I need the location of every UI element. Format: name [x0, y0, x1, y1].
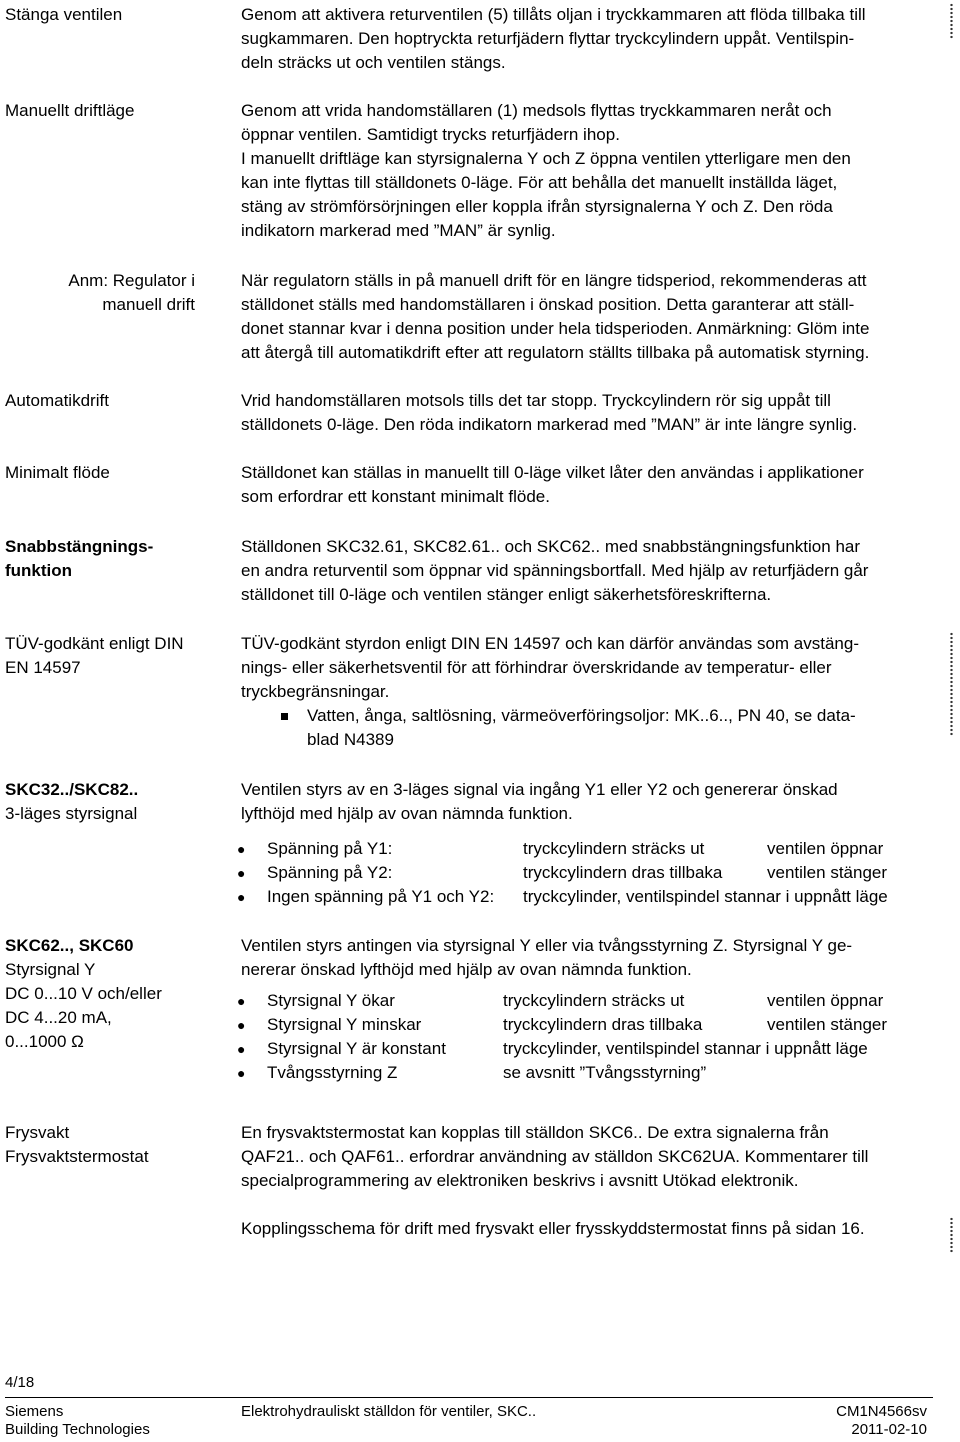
list-col-3: ventilen öppnar: [767, 991, 884, 1010]
text-line: Vrid handomställaren motsols tills det tar stopp. Tryckcylindern rör sig uppåt till: [241, 391, 831, 410]
square-bullet-icon: [281, 713, 288, 720]
side-line: 0...1000 Ω: [5, 1032, 84, 1051]
list-col-1: Spänning på Y1:: [267, 839, 393, 858]
list-col-2: tryckcylinder, ventilspindel stannar i uppnått läge: [523, 887, 888, 906]
text-line: Ställdonet kan ställas in manuellt till 0-läge vilket låter den användas i applikationer: [241, 463, 864, 482]
side-line: Frysvakt: [5, 1123, 70, 1142]
list-col-1: Styrsignal Y minskar: [267, 1015, 422, 1034]
list-col-2: tryckcylinder, ventilspindel stannar i uppnått läge: [503, 1039, 868, 1058]
list-col-2: se avsnitt ”Tvångsstyrning”: [503, 1063, 707, 1082]
side-line: DC 4...20 mA,: [5, 1008, 112, 1027]
bullet-icon: ●: [237, 1065, 246, 1081]
text-stanga-ventilen: [241, 3, 931, 75]
bullet-icon: ●: [237, 889, 246, 905]
bullet-icon: ●: [237, 865, 246, 881]
footer-doc-title: Elektrohydrauliskt ställdon för ventiler, SKC..: [241, 1403, 537, 1420]
bullet-icon: ●: [237, 1017, 246, 1033]
side-line: EN 14597: [5, 658, 81, 677]
text-line: lyfthöjd med hjälp av ovan nämnda funktion.: [241, 804, 573, 823]
text-line: En frysvaktstermostat kan kopplas till ställdon SKC6.. De extra signalerna från: [241, 1123, 829, 1142]
text-line: kan inte flyttas till ställdonets 0-läge. För att behålla det manuellt inställda läget,: [241, 173, 838, 192]
text-skc62: [241, 934, 931, 982]
footer-doc-id: CM1N4566sv: [836, 1403, 927, 1420]
revision-marker: [950, 1217, 953, 1253]
list-col-1: Spänning på Y2:: [267, 863, 393, 882]
text-line: som erfordrar ett konstant minimalt flöde.: [241, 487, 550, 506]
text-line: nings- eller säkerhetsventil för att förhindrar överskridande av temperatur- eller: [241, 658, 832, 677]
text-line: öppnar ventilen. Samtidigt trycks returfjädern ihop.: [241, 125, 620, 144]
text-frysvakt-schema: [241, 1217, 931, 1241]
label-snabbstangning: [5, 535, 195, 583]
text-snabbstangning: [241, 535, 931, 607]
list-col-1: Styrsignal Y är konstant: [267, 1039, 446, 1058]
side-line: manuell drift: [102, 295, 195, 314]
text-line: donet stannar kvar i denna position under hela tidsperioden. Anmärkning: Glöm inte: [241, 319, 870, 338]
list-col-2: tryckcylindern dras tillbaka: [523, 863, 723, 882]
bullet-icon: ●: [237, 841, 246, 857]
text-automatikdrift: [241, 389, 931, 437]
bullet-icon: ●: [237, 1041, 246, 1057]
page-number: 4/18: [5, 1374, 35, 1391]
label-skc62: [5, 934, 195, 1054]
text-line: Genom att vrida handomställaren (1) medsols flyttas tryckkammaren neråt och: [241, 101, 832, 120]
side-line: SKC62.., SKC60: [5, 936, 134, 955]
side-line: TÜV-godkänt enligt DIN: [5, 634, 184, 653]
text-line: Genom att aktivera returventilen (5) tillåts oljan i tryckkammaren att flöda tillbaka till: [241, 5, 866, 24]
side-line: Styrsignal Y: [5, 960, 96, 979]
text-line: specialprogrammering av elektroniken beskrivs i avsnitt Utökad elektronik.: [241, 1171, 799, 1190]
label-minimalt-flode: Minimalt flöde: [5, 463, 110, 482]
text-line: ställdonets 0-läge. Den röda indikatorn markerad med ”MAN” är inte längre synlig.: [241, 415, 858, 434]
text-anm-regulator: [241, 269, 931, 365]
text-manuellt-driftlage: [241, 99, 931, 243]
text-line: Ventilen styrs antingen via styrsignal Y eller via tvångsstyrning Z. Styrsignal Y ge-: [241, 936, 853, 955]
footer-division: Building Technologies: [5, 1421, 150, 1438]
tuv-bullet-item: [241, 704, 931, 752]
side-line: SKC32../SKC82..: [5, 780, 139, 799]
bullet-icon: ●: [237, 993, 246, 1009]
list-col-2: tryckcylindern sträcks ut: [503, 991, 685, 1010]
text-skc32: [241, 778, 931, 826]
list-col-2: tryckcylindern sträcks ut: [523, 839, 705, 858]
text-line: QAF21.. och QAF61.. erfordrar användning av ställdon SKC62UA. Kommentarer till: [241, 1147, 869, 1166]
label-tuv: [5, 632, 195, 680]
list-col-3: ventilen stänger: [767, 863, 888, 882]
text-line: tryckbegränsningar.: [241, 682, 390, 701]
label-stanga-ventilen: Stänga ventilen: [5, 5, 123, 24]
text-line: en andra returventil som öppnar vid spänningsbortfall. Med hjälp av returfjädern går: [241, 561, 869, 580]
text-line: sugkammaren. Den hoptryckta returfjädern flyttar tryckcylindern uppåt. Ventilspin-: [241, 29, 855, 48]
label-automatikdrift: Automatikdrift: [5, 391, 109, 410]
list-col-1: Styrsignal Y ökar: [267, 991, 395, 1010]
text-line: blad N4389: [307, 730, 394, 749]
text-line: Kopplingsschema för drift med frysvakt eller frysskyddstermostat finns på sidan 16.: [241, 1219, 865, 1238]
revision-marker: [950, 632, 953, 736]
text-line: ställdonet ställs med handomställaren i önskad position. Detta garanterar att ställ-: [241, 295, 855, 314]
text-line: nererar önskad lyfthöjd med hjälp av ovan nämnda funktion.: [241, 960, 692, 979]
text-line: Ställdonen SKC32.61, SKC82.61.. och SKC62.. med snabbstängningsfunktion har: [241, 537, 861, 556]
side-line: 3-läges styrsignal: [5, 804, 138, 823]
text-frysvakt: [241, 1121, 931, 1193]
text-line: Vatten, ånga, saltlösning, värmeöverföringsoljor: MK..6.., PN 40, se data-: [307, 706, 856, 725]
label-anm-regulator: [5, 269, 195, 317]
text-line: När regulatorn ställs in på manuell drift för en längre tidsperiod, rekommenderas att: [241, 271, 867, 290]
footer-divider: [5, 1397, 933, 1398]
revision-marker: [950, 3, 953, 39]
text-line: TÜV-godkänt styrdon enligt DIN EN 14597 och kan därför användas som avstäng-: [241, 634, 860, 653]
label-frysvakt: [5, 1121, 195, 1169]
list-col-2: tryckcylindern dras tillbaka: [503, 1015, 703, 1034]
side-line: Frysvaktstermostat: [5, 1147, 149, 1166]
side-line: Anm: Regulator i: [68, 271, 195, 290]
text-tuv: [241, 632, 931, 704]
side-line: funktion: [5, 561, 73, 580]
text-line: I manuellt driftläge kan styrsignalerna Y och Z öppna ventilen ytterligare men den: [241, 149, 851, 168]
text-line: att återgå till automatikdrift efter att regulatorn ställts tillbaka på automatisk styrning.: [241, 343, 870, 362]
label-skc32: [5, 778, 195, 826]
text-line: Ventilen styrs av en 3-läges signal via ingång Y1 eller Y2 och genererar önskad: [241, 780, 838, 799]
footer-date: 2011-02-10: [851, 1421, 927, 1438]
text-line: indikatorn markerad med ”MAN” är synlig.: [241, 221, 556, 240]
footer-company: Siemens: [5, 1403, 64, 1420]
list-col-3: ventilen stänger: [767, 1015, 888, 1034]
text-minimalt-flode: [241, 461, 931, 509]
text-line: deln sträcks ut och ventilen stängs.: [241, 53, 506, 72]
side-line: DC 0...10 V och/eller: [5, 984, 162, 1003]
list-col-1: Tvångsstyrning Z: [267, 1063, 398, 1082]
label-manuellt-driftlage: Manuellt driftläge: [5, 101, 135, 120]
side-line: Snabbstängnings-: [5, 537, 154, 556]
list-col-3: ventilen öppnar: [767, 839, 884, 858]
list-col-1: Ingen spänning på Y1 och Y2:: [267, 887, 495, 906]
text-line: stäng av strömförsörjningen eller koppla ifrån styrsignalerna Y och Z. Den röda: [241, 197, 833, 216]
text-line: ställdonet till 0-läge och ventilen stänger enligt säkerhetsföreskrifterna.: [241, 585, 772, 604]
